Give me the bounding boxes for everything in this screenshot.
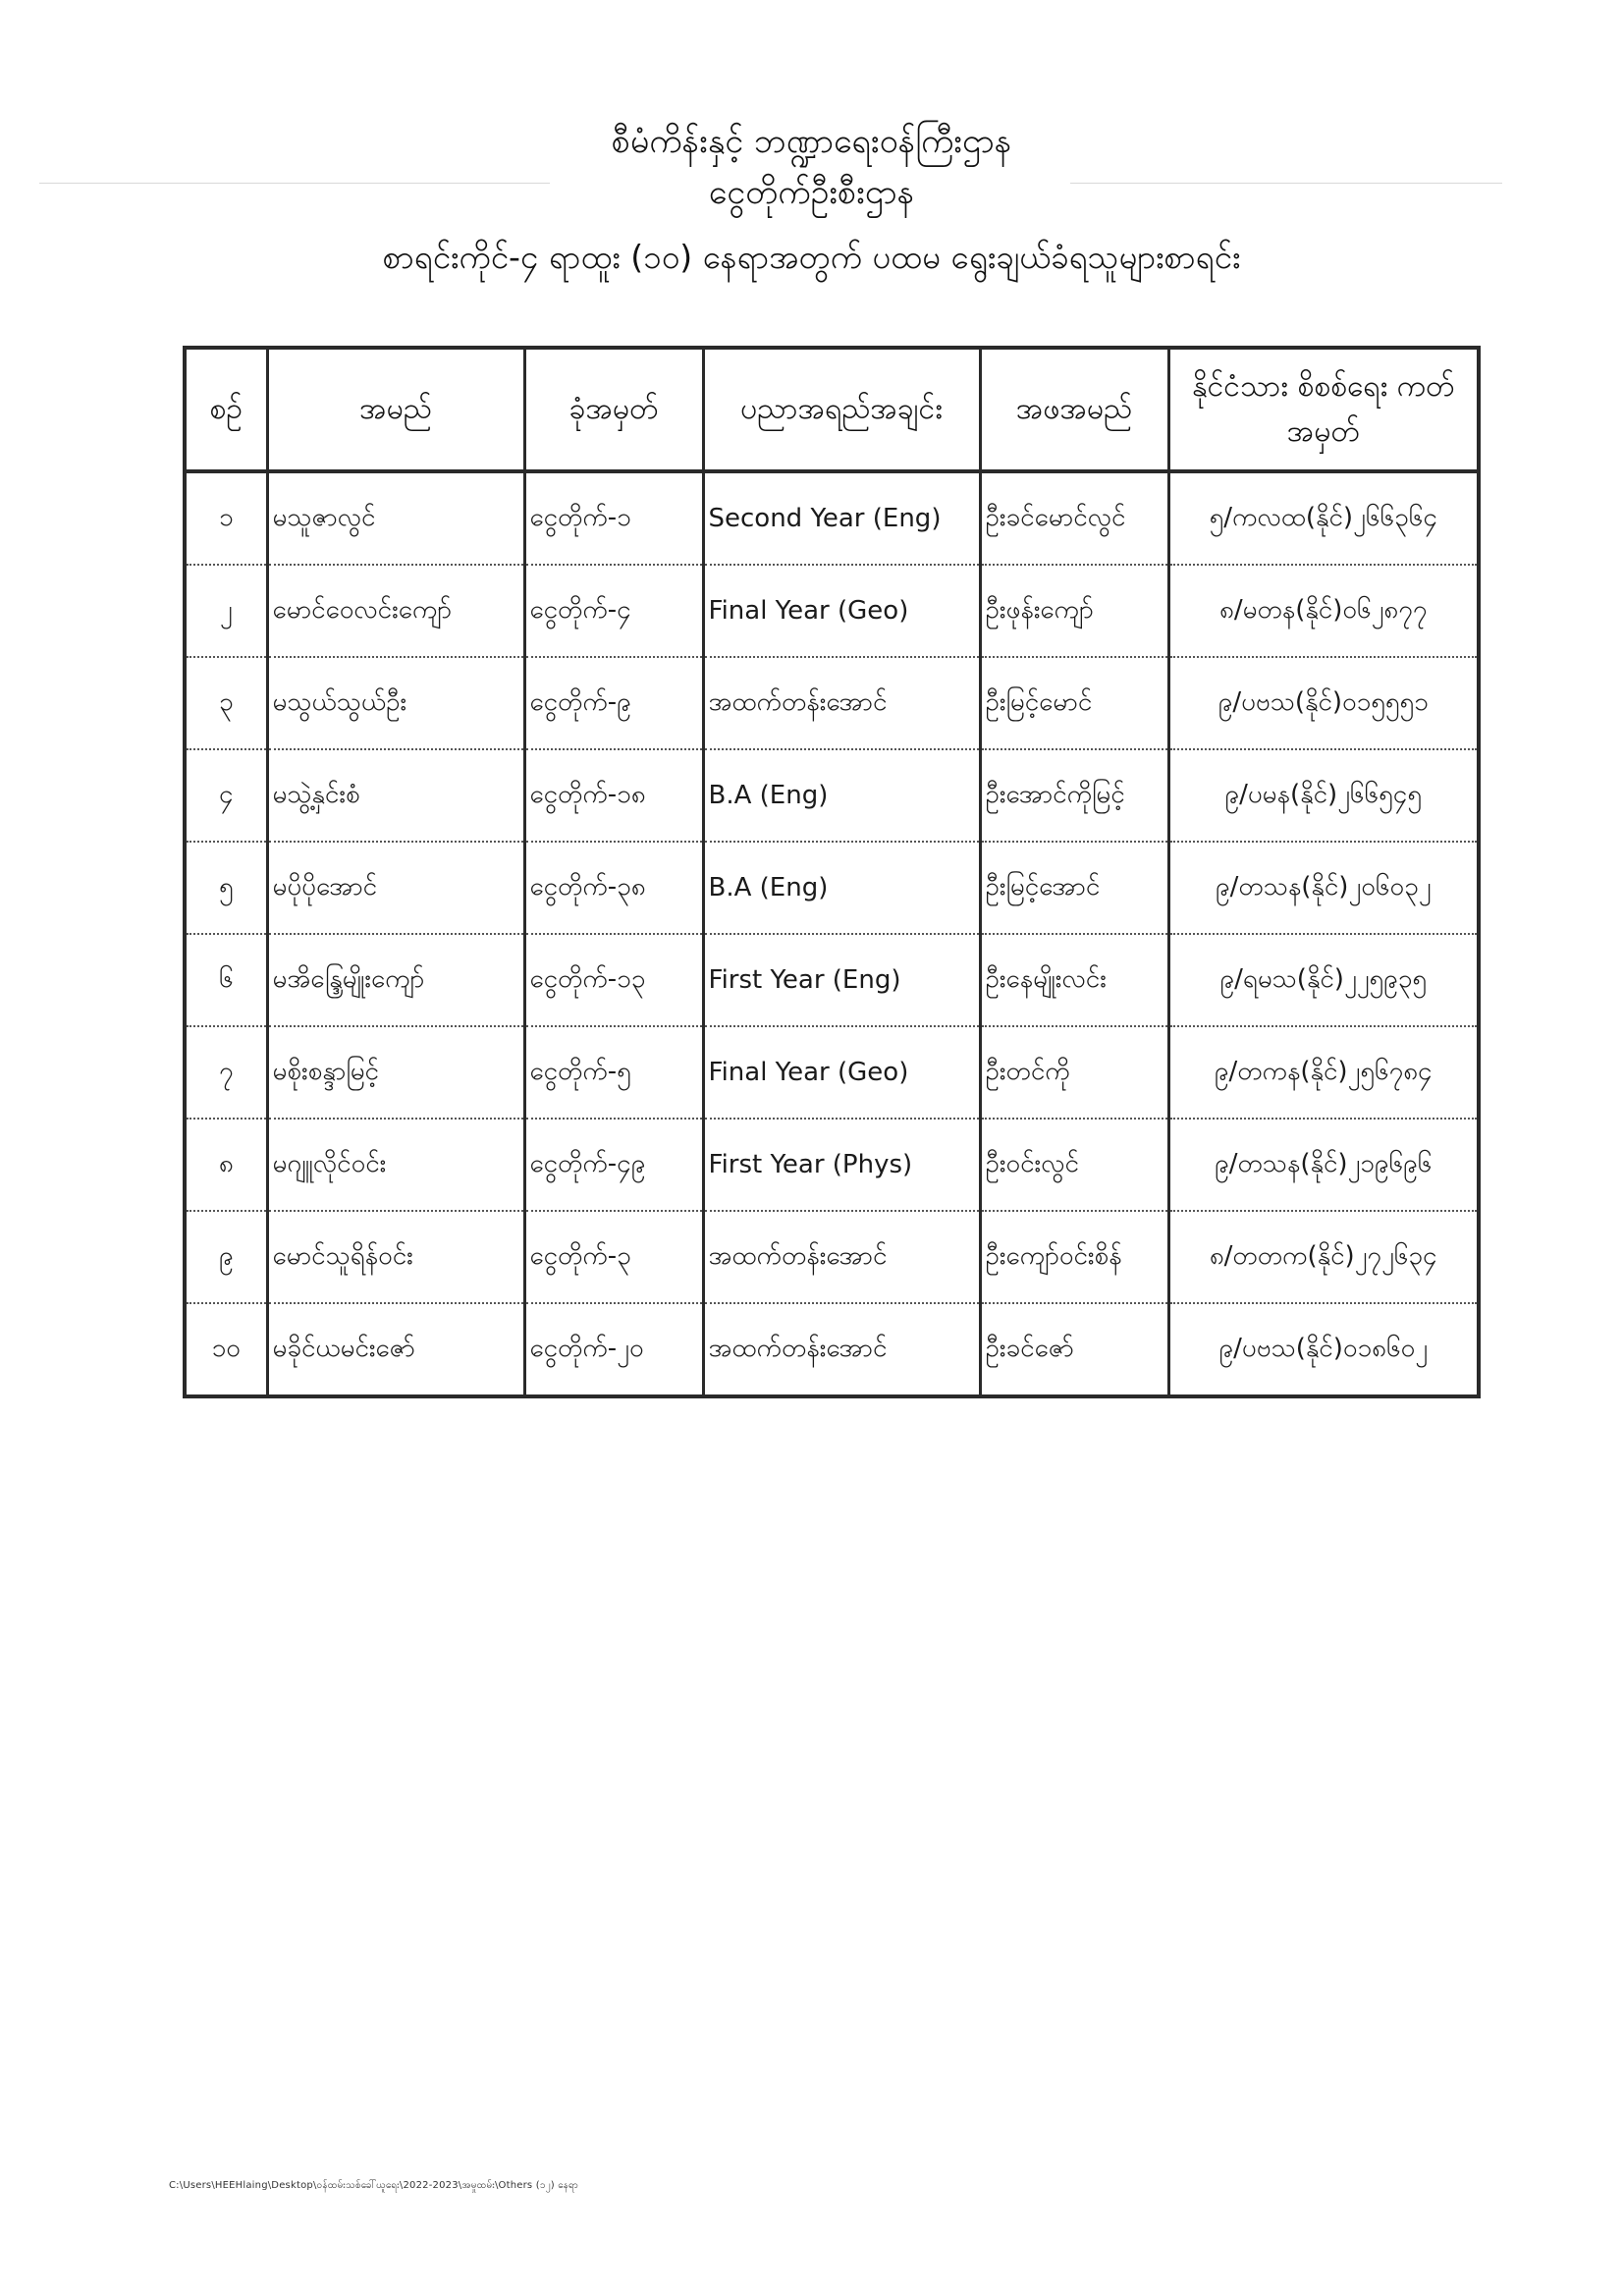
table-row [185, 1119, 1479, 1211]
cell-roll: ငွေတိုက်-၉ [524, 657, 703, 749]
cell-no: ၄ [185, 749, 267, 842]
table-row [185, 1303, 1479, 1396]
cell-nrc: ၈/မတန(နိုင်)၀၆၂၈၇၇ [1168, 565, 1479, 657]
cell-name: မောင်ဝေလင်းကျော် [267, 565, 524, 657]
cell-name: မဂျူလိုင်ဝင်း [267, 1119, 524, 1211]
cell-education: First Year (Eng) [703, 934, 980, 1026]
cell-father: ဦးကျော်ဝင်းစိန် [980, 1211, 1168, 1303]
cell-education: Second Year (Eng) [703, 471, 980, 565]
cell-roll: ငွေတိုက်-၁၃ [524, 934, 703, 1026]
cell-name: မသူဇာလွင် [267, 471, 524, 565]
cell-roll: ငွေတိုက်-၂၀ [524, 1303, 703, 1396]
table-row [185, 749, 1479, 842]
cell-education: Final Year (Geo) [703, 565, 980, 657]
cell-education: First Year (Phys) [703, 1119, 980, 1211]
cell-name: မစိုးစန္ဒာမြင့် [267, 1026, 524, 1119]
document-header [0, 116, 1623, 283]
cell-name: မပိုပိုအောင် [267, 842, 524, 934]
cell-no: ၁၀ [185, 1303, 267, 1396]
column-header-roll: ခုံအမှတ် [524, 348, 703, 471]
cell-father: ဦးအောင်ကိုမြင့် [980, 749, 1168, 842]
cell-education: B.A (Eng) [703, 842, 980, 934]
selected-candidates-table-wrapper [183, 346, 1477, 1398]
table-row [185, 1211, 1479, 1303]
cell-education: အထက်တန်းအောင် [703, 1303, 980, 1396]
table-body [185, 471, 1479, 1396]
cell-father: ဦးမြင့်မောင် [980, 657, 1168, 749]
column-header-nrc: နိုင်ငံသား စိစစ်ရေး ကတ်အမှတ် [1168, 348, 1479, 471]
cell-nrc: ၉/ပမန(နိုင်)၂၆၆၅၄၅ [1168, 749, 1479, 842]
cell-nrc: ၉/ရမသ(နိုင်)၂၂၅၉၃၅ [1168, 934, 1479, 1026]
cell-nrc: ၉/ပဗသ(နိုင်)၀၁၅၅၅၁ [1168, 657, 1479, 749]
cell-no: ၁ [185, 471, 267, 565]
cell-father: ဦးမြင့်အောင် [980, 842, 1168, 934]
cell-nrc: ၅/ကလထ(နိုင်)၂၆၆၃၆၄ [1168, 471, 1479, 565]
cell-roll: ငွေတိုက်-၃၈ [524, 842, 703, 934]
cell-education: B.A (Eng) [703, 749, 980, 842]
cell-father: ဦးနေမျိုးလင်း [980, 934, 1168, 1026]
cell-nrc: ၉/တသန(နိုင်)၂၀၆၀၃၂ [1168, 842, 1479, 934]
table-header-row [185, 348, 1479, 471]
table-row [185, 842, 1479, 934]
cell-father: ဦးဝင်းလွင် [980, 1119, 1168, 1211]
table-row [185, 1026, 1479, 1119]
cell-father: ဦးဖုန်းကျော် [980, 565, 1168, 657]
cell-no: ၈ [185, 1119, 267, 1211]
column-header-no: စဉ် [185, 348, 267, 471]
footer-file-path: C:\Users\HEEHlaing\Desktop\ဝန်ထမ်းသစ်ခေါ်ယူရေး\2022-2023\အမှုထမ်း\Others (၁၂) နေရာ [169, 2180, 579, 2191]
table-row [185, 471, 1479, 565]
cell-roll: ငွေတိုက်-၁ [524, 471, 703, 565]
cell-father: ဦးခင်မောင်လွင် [980, 471, 1168, 565]
cell-education: အထက်တန်းအောင် [703, 1211, 980, 1303]
list-title: စာရင်းကိုင်-၄ ရာထူး (၁၀) နေရာအတွက် ပထမ ရွေးချယ်ခံရသူများစာရင်း [382, 238, 1241, 276]
cell-father: ဦးတင်ကို [980, 1026, 1168, 1119]
table-header [185, 348, 1479, 471]
cell-name: မသွယ်သွယ်ဦး [267, 657, 524, 749]
cell-name: မသွဲ့နှင်းစံ [267, 749, 524, 842]
cell-nrc: ၉/တသန(နိုင်)၂၁၉၆၉၆ [1168, 1119, 1479, 1211]
cell-education: အထက်တန်းအောင် [703, 657, 980, 749]
cell-roll: ငွေတိုက်-၁၈ [524, 749, 703, 842]
column-header-name: အမည် [267, 348, 524, 471]
department-title: ငွေတိုက်ဦးစီးဌာန [708, 173, 915, 212]
ministry-title: စီမံကိန်းနှင့် ဘဏ္ဍာရေးဝန်ကြီးဌာန [611, 122, 1012, 161]
cell-nrc: ၉/ပဗသ(နိုင်)၀၁၈၆၀၂ [1168, 1303, 1479, 1396]
cell-name: မအိန္ဒြေမျိုးကျော် [267, 934, 524, 1026]
cell-no: ၉ [185, 1211, 267, 1303]
cell-no: ၂ [185, 565, 267, 657]
cell-roll: ငွေတိုက်-၄၉ [524, 1119, 703, 1211]
cell-no: ၃ [185, 657, 267, 749]
cell-roll: ငွေတိုက်-၅ [524, 1026, 703, 1119]
cell-nrc: ၈/တတက(နိုင်)၂၇၂၆၃၄ [1168, 1211, 1479, 1303]
cell-no: ၇ [185, 1026, 267, 1119]
table-row [185, 657, 1479, 749]
table-row [185, 565, 1479, 657]
cell-no: ၅ [185, 842, 267, 934]
column-header-education: ပညာအရည်အချင်း [703, 348, 980, 471]
cell-father: ဦးခင်ဇော် [980, 1303, 1168, 1396]
cell-roll: ငွေတိုက်-၄ [524, 565, 703, 657]
cell-no: ၆ [185, 934, 267, 1026]
cell-nrc: ၉/တကန(နိုင်)၂၅၆၇၈၄ [1168, 1026, 1479, 1119]
selected-candidates-table [183, 346, 1481, 1398]
column-header-father: အဖအမည် [980, 348, 1168, 471]
cell-education: Final Year (Geo) [703, 1026, 980, 1119]
cell-name: မခိုင်ယမင်းဇော် [267, 1303, 524, 1396]
cell-name: မောင်သူရိန်ဝင်း [267, 1211, 524, 1303]
cell-roll: ငွေတိုက်-၃ [524, 1211, 703, 1303]
table-row [185, 934, 1479, 1026]
